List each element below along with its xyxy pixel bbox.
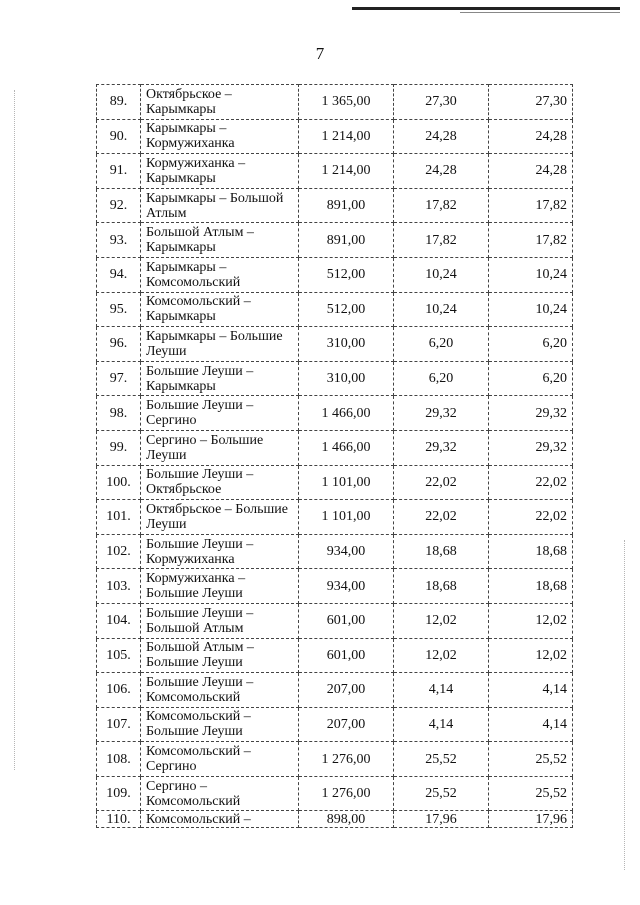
row-number: 99. xyxy=(97,430,141,465)
fare-value-alt: 6,20 xyxy=(489,361,573,396)
distance-value: 207,00 xyxy=(299,673,394,708)
table-row xyxy=(97,500,573,535)
header-rule-thin xyxy=(460,12,620,13)
distance-value: 891,00 xyxy=(299,223,394,258)
route-name: Комсомольский – Сергино xyxy=(141,742,299,777)
route-name: Октябрьское – Большие Леуши xyxy=(141,500,299,535)
distance-value: 601,00 xyxy=(299,603,394,638)
distance-value: 898,00 xyxy=(299,811,394,828)
table-row xyxy=(97,361,573,396)
fare-value-alt: 24,28 xyxy=(489,119,573,154)
table-row xyxy=(97,638,573,673)
fare-value-alt: 4,14 xyxy=(489,707,573,742)
fare-value: 29,32 xyxy=(394,396,489,431)
fare-value: 17,96 xyxy=(394,811,489,828)
route-name: Большой Атлым – Большие Леуши xyxy=(141,638,299,673)
table-row xyxy=(97,119,573,154)
fare-value: 18,68 xyxy=(394,534,489,569)
row-number: 90. xyxy=(97,119,141,154)
route-name: Большие Леуши – Сергино xyxy=(141,396,299,431)
row-number: 110. xyxy=(97,811,141,828)
fare-value: 25,52 xyxy=(394,742,489,777)
fare-value: 22,02 xyxy=(394,465,489,500)
fare-value: 12,02 xyxy=(394,638,489,673)
route-name: Кормужиханка – Карымкары xyxy=(141,154,299,189)
row-number: 91. xyxy=(97,154,141,189)
route-name: Карымкары – Комсомольский xyxy=(141,257,299,292)
fare-value-alt: 24,28 xyxy=(489,154,573,189)
fare-table xyxy=(96,84,573,828)
scan-margin-right xyxy=(624,540,625,870)
route-name: Сергино – Большие Леуши xyxy=(141,430,299,465)
scan-margin-left xyxy=(14,90,15,770)
fare-value: 25,52 xyxy=(394,776,489,811)
fare-value-alt: 12,02 xyxy=(489,603,573,638)
fare-value: 18,68 xyxy=(394,569,489,604)
fare-value: 4,14 xyxy=(394,673,489,708)
table-row xyxy=(97,673,573,708)
distance-value: 310,00 xyxy=(299,361,394,396)
route-name: Комсомольский – Карымкары xyxy=(141,292,299,327)
fare-value-alt: 25,52 xyxy=(489,742,573,777)
route-name: Комсомольский – xyxy=(141,811,299,828)
fare-value: 29,32 xyxy=(394,430,489,465)
fare-value: 10,24 xyxy=(394,292,489,327)
fare-value: 24,28 xyxy=(394,119,489,154)
fare-value-alt: 29,32 xyxy=(489,396,573,431)
route-name: Октябрьское – Карымкары xyxy=(141,85,299,120)
page-number: 7 xyxy=(315,44,325,63)
table-row xyxy=(97,327,573,362)
row-number: 95. xyxy=(97,292,141,327)
route-name: Сергино – Комсомольский xyxy=(141,776,299,811)
fare-value-alt: 4,14 xyxy=(489,673,573,708)
row-number: 100. xyxy=(97,465,141,500)
distance-value: 1 214,00 xyxy=(299,154,394,189)
distance-value: 601,00 xyxy=(299,638,394,673)
route-name: Большие Леуши – Большой Атлым xyxy=(141,603,299,638)
row-number: 107. xyxy=(97,707,141,742)
fare-value-alt: 27,30 xyxy=(489,85,573,120)
fare-value-alt: 25,52 xyxy=(489,776,573,811)
route-name: Карымкары – Большой Атлым xyxy=(141,188,299,223)
distance-value: 512,00 xyxy=(299,292,394,327)
distance-value: 207,00 xyxy=(299,707,394,742)
route-name: Карымкары – Большие Леуши xyxy=(141,327,299,362)
fare-value: 10,24 xyxy=(394,257,489,292)
fare-value-alt: 6,20 xyxy=(489,327,573,362)
table-row xyxy=(97,396,573,431)
distance-value: 934,00 xyxy=(299,569,394,604)
fare-value: 6,20 xyxy=(394,361,489,396)
fare-value: 4,14 xyxy=(394,707,489,742)
row-number: 92. xyxy=(97,188,141,223)
table-row xyxy=(97,188,573,223)
fare-value-alt: 18,68 xyxy=(489,534,573,569)
table-row xyxy=(97,742,573,777)
fare-value-alt: 17,96 xyxy=(489,811,573,828)
distance-value: 1 276,00 xyxy=(299,742,394,777)
fare-value-alt: 29,32 xyxy=(489,430,573,465)
distance-value: 1 365,00 xyxy=(299,85,394,120)
route-name: Большие Леуши – Кормужиханка xyxy=(141,534,299,569)
fare-value-alt: 10,24 xyxy=(489,257,573,292)
route-name: Кормужиханка – Большие Леуши xyxy=(141,569,299,604)
table-row xyxy=(97,430,573,465)
distance-value: 310,00 xyxy=(299,327,394,362)
fare-value: 22,02 xyxy=(394,500,489,535)
table-row xyxy=(97,707,573,742)
header-rule xyxy=(352,7,620,10)
route-name: Большие Леуши – Карымкары xyxy=(141,361,299,396)
fare-table-body xyxy=(97,85,573,828)
route-name: Большой Атлым – Карымкары xyxy=(141,223,299,258)
table-row xyxy=(97,223,573,258)
fare-value: 27,30 xyxy=(394,85,489,120)
distance-value: 934,00 xyxy=(299,534,394,569)
fare-value-alt: 18,68 xyxy=(489,569,573,604)
route-name: Комсомольский – Большие Леуши xyxy=(141,707,299,742)
row-number: 97. xyxy=(97,361,141,396)
table-row xyxy=(97,154,573,189)
distance-value: 891,00 xyxy=(299,188,394,223)
table-row xyxy=(97,257,573,292)
row-number: 94. xyxy=(97,257,141,292)
table-row xyxy=(97,603,573,638)
table-row xyxy=(97,569,573,604)
distance-value: 1 466,00 xyxy=(299,430,394,465)
table-row xyxy=(97,85,573,120)
fare-value-alt: 17,82 xyxy=(489,188,573,223)
distance-value: 512,00 xyxy=(299,257,394,292)
row-number: 98. xyxy=(97,396,141,431)
row-number: 108. xyxy=(97,742,141,777)
fare-value: 6,20 xyxy=(394,327,489,362)
table-row xyxy=(97,292,573,327)
table-row xyxy=(97,465,573,500)
route-name: Большие Леуши – Комсомольский xyxy=(141,673,299,708)
row-number: 102. xyxy=(97,534,141,569)
table-row xyxy=(97,534,573,569)
row-number: 105. xyxy=(97,638,141,673)
distance-value: 1 276,00 xyxy=(299,776,394,811)
fare-value-alt: 10,24 xyxy=(489,292,573,327)
fare-value: 24,28 xyxy=(394,154,489,189)
distance-value: 1 214,00 xyxy=(299,119,394,154)
distance-value: 1 101,00 xyxy=(299,500,394,535)
row-number: 104. xyxy=(97,603,141,638)
row-number: 101. xyxy=(97,500,141,535)
fare-value: 12,02 xyxy=(394,603,489,638)
fare-value-alt: 12,02 xyxy=(489,638,573,673)
row-number: 89. xyxy=(97,85,141,120)
table-row xyxy=(97,776,573,811)
row-number: 103. xyxy=(97,569,141,604)
route-name: Карымкары – Кормужиханка xyxy=(141,119,299,154)
table-row xyxy=(97,811,573,828)
fare-value: 17,82 xyxy=(394,188,489,223)
fare-value-alt: 22,02 xyxy=(489,500,573,535)
row-number: 96. xyxy=(97,327,141,362)
row-number: 93. xyxy=(97,223,141,258)
row-number: 109. xyxy=(97,776,141,811)
row-number: 106. xyxy=(97,673,141,708)
fare-value-alt: 22,02 xyxy=(489,465,573,500)
route-name: Большие Леуши – Октябрьское xyxy=(141,465,299,500)
distance-value: 1 101,00 xyxy=(299,465,394,500)
fare-value-alt: 17,82 xyxy=(489,223,573,258)
distance-value: 1 466,00 xyxy=(299,396,394,431)
fare-value: 17,82 xyxy=(394,223,489,258)
